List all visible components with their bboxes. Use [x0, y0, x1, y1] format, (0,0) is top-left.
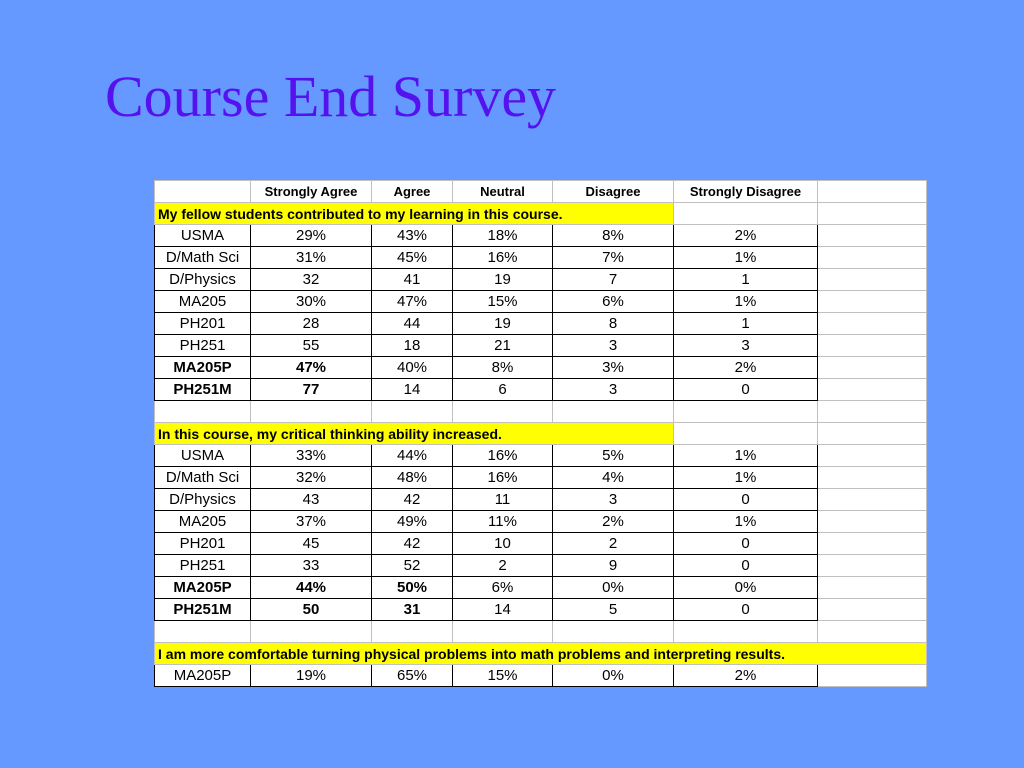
row-label: D/Math Sci [155, 247, 251, 269]
row-label: PH201 [155, 313, 251, 335]
value-cell: 11% [453, 511, 553, 533]
value-cell: 31% [251, 247, 372, 269]
value-cell: 31 [372, 599, 453, 621]
value-cell: 32 [251, 269, 372, 291]
empty-cell [674, 203, 818, 225]
empty-cell [818, 533, 927, 555]
row-label: PH251 [155, 555, 251, 577]
value-cell: 5% [553, 445, 674, 467]
table-row [155, 445, 927, 467]
value-cell: 3 [553, 335, 674, 357]
value-cell: 6% [553, 291, 674, 313]
question-text: My fellow students contributed to my learning in this course. [155, 203, 674, 225]
value-cell: 7% [553, 247, 674, 269]
empty-cell [155, 621, 251, 643]
question-row [155, 423, 927, 445]
row-label: D/Math Sci [155, 467, 251, 489]
value-cell: 48% [372, 467, 453, 489]
table-row [155, 269, 927, 291]
value-cell: 0% [553, 577, 674, 599]
value-cell: 7 [553, 269, 674, 291]
empty-cell [155, 401, 251, 423]
value-cell: 0% [674, 577, 818, 599]
value-cell: 29% [251, 225, 372, 247]
row-label: D/Physics [155, 489, 251, 511]
value-cell: 21 [453, 335, 553, 357]
empty-cell [818, 269, 927, 291]
column-header: Neutral [453, 181, 553, 203]
empty-cell [818, 335, 927, 357]
row-label: PH201 [155, 533, 251, 555]
value-cell: 18% [453, 225, 553, 247]
value-cell: 3 [553, 379, 674, 401]
empty-cell [818, 203, 927, 225]
empty-cell [818, 445, 927, 467]
value-cell: 5 [553, 599, 674, 621]
value-cell: 52 [372, 555, 453, 577]
table-row [155, 533, 927, 555]
header-row [155, 181, 927, 203]
empty-cell [251, 621, 372, 643]
value-cell: 32% [251, 467, 372, 489]
empty-cell [818, 467, 927, 489]
value-cell: 19 [453, 313, 553, 335]
value-cell: 14 [453, 599, 553, 621]
empty-cell [818, 225, 927, 247]
value-cell: 2% [674, 357, 818, 379]
table-row [155, 555, 927, 577]
table-row [155, 313, 927, 335]
value-cell: 15% [453, 665, 553, 687]
value-cell: 2 [553, 533, 674, 555]
column-header: Strongly Disagree [674, 181, 818, 203]
value-cell: 37% [251, 511, 372, 533]
empty-cell [674, 423, 818, 445]
value-cell: 40% [372, 357, 453, 379]
value-cell: 30% [251, 291, 372, 313]
value-cell: 2% [674, 225, 818, 247]
value-cell: 16% [453, 247, 553, 269]
column-header: Strongly Agree [251, 181, 372, 203]
empty-cell [453, 621, 553, 643]
question-row [155, 643, 927, 665]
value-cell: 50 [251, 599, 372, 621]
value-cell: 50% [372, 577, 453, 599]
empty-cell [553, 401, 674, 423]
table-row [155, 511, 927, 533]
value-cell: 1 [674, 313, 818, 335]
value-cell: 3 [674, 335, 818, 357]
empty-cell [818, 357, 927, 379]
value-cell: 1% [674, 467, 818, 489]
column-header: Disagree [553, 181, 674, 203]
value-cell: 33 [251, 555, 372, 577]
empty-cell [251, 401, 372, 423]
value-cell: 4% [553, 467, 674, 489]
survey-table [154, 180, 927, 687]
value-cell: 41 [372, 269, 453, 291]
empty-cell [453, 401, 553, 423]
value-cell: 45% [372, 247, 453, 269]
empty-cell [818, 423, 927, 445]
row-label: PH251M [155, 599, 251, 621]
empty-cell [818, 401, 927, 423]
page-title: Course End Survey [105, 64, 557, 129]
value-cell: 19% [251, 665, 372, 687]
value-cell: 0 [674, 533, 818, 555]
row-label: USMA [155, 225, 251, 247]
row-label: PH251 [155, 335, 251, 357]
row-label: USMA [155, 445, 251, 467]
value-cell: 0 [674, 489, 818, 511]
value-cell: 0% [553, 665, 674, 687]
value-cell: 77 [251, 379, 372, 401]
value-cell: 2 [453, 555, 553, 577]
table-row [155, 357, 927, 379]
question-row [155, 203, 927, 225]
value-cell: 43% [372, 225, 453, 247]
row-label: PH251M [155, 379, 251, 401]
value-cell: 1 [674, 269, 818, 291]
value-cell: 47% [372, 291, 453, 313]
value-cell: 8% [453, 357, 553, 379]
value-cell: 8 [553, 313, 674, 335]
table-row [155, 599, 927, 621]
table-row [155, 225, 927, 247]
value-cell: 65% [372, 665, 453, 687]
question-text: I am more comfortable turning physical problems into math problems and interpreting results. [155, 643, 927, 665]
value-cell: 6 [453, 379, 553, 401]
value-cell: 47% [251, 357, 372, 379]
value-cell: 33% [251, 445, 372, 467]
table-row [155, 379, 927, 401]
value-cell: 18 [372, 335, 453, 357]
row-label: MA205P [155, 577, 251, 599]
header-corner [155, 181, 251, 203]
empty-cell [674, 401, 818, 423]
row-label: MA205P [155, 357, 251, 379]
row-label: MA205P [155, 665, 251, 687]
value-cell: 15% [453, 291, 553, 313]
empty-cell [818, 555, 927, 577]
value-cell: 8% [553, 225, 674, 247]
table-row [155, 489, 927, 511]
empty-cell [818, 665, 927, 687]
spacer-row [155, 621, 927, 643]
value-cell: 10 [453, 533, 553, 555]
value-cell: 11 [453, 489, 553, 511]
row-label: MA205 [155, 291, 251, 313]
value-cell: 42 [372, 533, 453, 555]
empty-cell [818, 511, 927, 533]
value-cell: 0 [674, 599, 818, 621]
table-row [155, 247, 927, 269]
empty-cell [818, 379, 927, 401]
empty-cell [553, 621, 674, 643]
empty-cell [372, 621, 453, 643]
empty-cell [818, 577, 927, 599]
row-label: D/Physics [155, 269, 251, 291]
empty-cell [818, 247, 927, 269]
empty-cell [372, 401, 453, 423]
value-cell: 0 [674, 555, 818, 577]
empty-cell [818, 313, 927, 335]
question-text: In this course, my critical thinking ability increased. [155, 423, 674, 445]
table-row [155, 467, 927, 489]
value-cell: 9 [553, 555, 674, 577]
value-cell: 16% [453, 445, 553, 467]
value-cell: 42 [372, 489, 453, 511]
value-cell: 14 [372, 379, 453, 401]
empty-cell [818, 181, 927, 203]
value-cell: 49% [372, 511, 453, 533]
value-cell: 19 [453, 269, 553, 291]
value-cell: 44% [251, 577, 372, 599]
empty-cell [818, 489, 927, 511]
table-row [155, 291, 927, 313]
value-cell: 55 [251, 335, 372, 357]
value-cell: 0 [674, 379, 818, 401]
value-cell: 44% [372, 445, 453, 467]
value-cell: 1% [674, 445, 818, 467]
value-cell: 1% [674, 291, 818, 313]
value-cell: 6% [453, 577, 553, 599]
value-cell: 45 [251, 533, 372, 555]
row-label: MA205 [155, 511, 251, 533]
value-cell: 28 [251, 313, 372, 335]
empty-cell [674, 621, 818, 643]
empty-cell [818, 599, 927, 621]
empty-cell [818, 291, 927, 313]
value-cell: 1% [674, 511, 818, 533]
column-header: Agree [372, 181, 453, 203]
value-cell: 3 [553, 489, 674, 511]
table-row [155, 665, 927, 687]
spacer-row [155, 401, 927, 423]
value-cell: 44 [372, 313, 453, 335]
value-cell: 43 [251, 489, 372, 511]
value-cell: 16% [453, 467, 553, 489]
value-cell: 3% [553, 357, 674, 379]
table-row [155, 577, 927, 599]
empty-cell [818, 621, 927, 643]
value-cell: 2% [674, 665, 818, 687]
value-cell: 2% [553, 511, 674, 533]
value-cell: 1% [674, 247, 818, 269]
table-row [155, 335, 927, 357]
